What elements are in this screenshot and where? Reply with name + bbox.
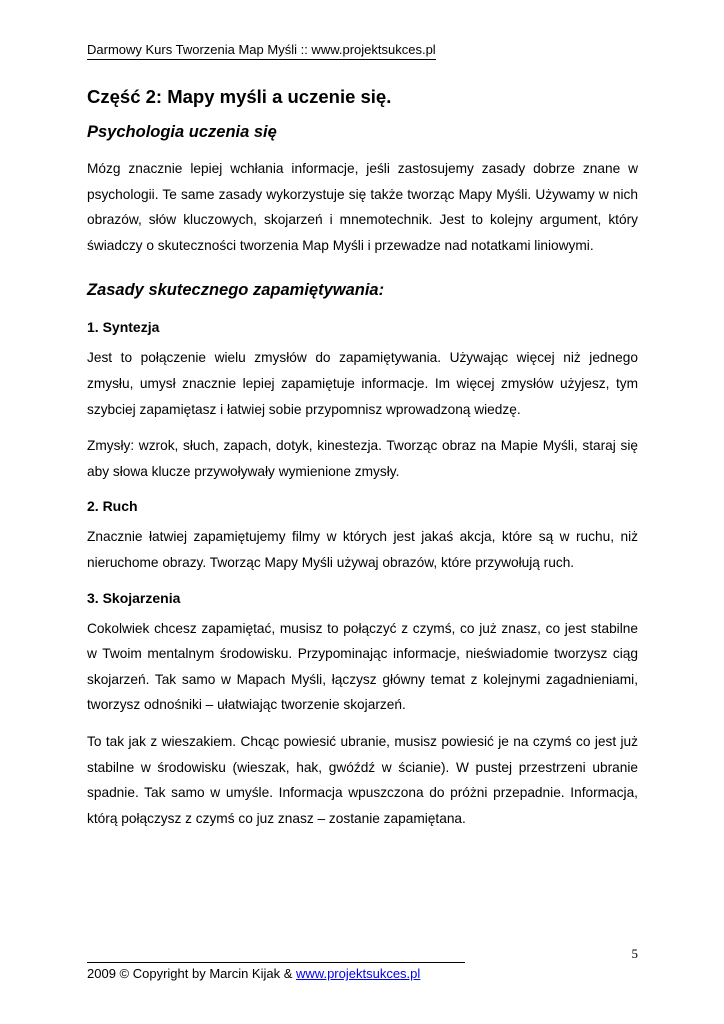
chapter-title: Część 2: Mapy myśli a uczenie się. [87, 86, 392, 107]
heading-associations: 3. Skojarzenia [87, 589, 181, 606]
footer-copyright: 2009 © Copyright by Marcin Kijak & [87, 966, 297, 981]
paragraph-psychology: Mózg znacznie lepiej wchłania informacje, jeśli zastosujemy zasady dobrze znane w psychologii. Te same zasady wykorzystuje się także tworząc Mapy Myśli. Używamy w nich obrazów, słów kluczowych, skojarzeń i mnemotechnik. Jest to kolejny argument, który świadczy o skuteczności tworzenia Map Myśli i przewadze nad notatkami liniowymi. [87, 161, 638, 253]
footer [87, 966, 420, 981]
section-title-psychology: Psychologia uczenia się [87, 123, 277, 141]
heading-motion: 2. Ruch [87, 498, 138, 515]
paragraph-associations-1: Cokolwiek chcesz zapamiętać, musisz to połączyć z czymś, co już znasz, co jest stabilne w Twoim mentalnym środowisku. Przypominając informacje, nieświadomie tworzysz ciąg skojarzeń. Tak samo w Mapach Myśli, łączysz główny temat z kolejnymi zagadnieniami, tworzysz odnośniki – ułatwiając tworzenie skojarzeń. [87, 620, 638, 713]
footer-divider [87, 962, 465, 963]
paragraph-associations-2: To tak jak z wieszakiem. Chcąc powiesić ubranie, musisz powiesić je na czymś co jest już stabilne w środowisku (wieszak, hak, gwóźdź w ścianie). W pustej przestrzeni ubranie spadnie. Tak samo w umyśle. Informacja wpuszczona do próżni przepadnie. Informacja, którą połączysz z czymś co juz znasz – zostanie zapamiętana. [87, 733, 638, 826]
section-title-principles: Zasady skutecznego zapamiętywania: [87, 281, 385, 300]
page-number: 5 [631, 946, 638, 961]
paragraph-motion: Znacznie łatwiej zapamiętujemy filmy w których jest jakaś akcja, które są w ruchu, niż nieruchome obrazy. Tworząc Mapy Myśli używaj obrazów, które przywołują ruch. [87, 529, 638, 570]
running-header: Darmowy Kurs Tworzenia Map Myśli :: www.projektsukces.pl [87, 42, 436, 60]
footer-website-link[interactable]: www.projektsukces.pl [296, 966, 421, 981]
heading-synthesis: 1. Syntezja [87, 319, 160, 336]
page-content [87, 84, 638, 831]
paragraph-synthesis-1: Jest to połączenie wielu zmysłów do zapamiętywania. Używając więcej niż jednego zmysłu, umysł znacznie lepiej zapamiętuje informacje. Im więcej zmysłów użyjesz, tym szybciej zapamiętasz i łatwiej sobie przypomnisz wprowadzoną wiedzę. [87, 350, 638, 417]
paragraph-synthesis-2: Zmysły: wzrok, słuch, zapach, dotyk, kinestezja. Tworząc obraz na Mapie Myśli, staraj się aby słowa klucze przywoływały wymienione zmysły. [87, 438, 638, 479]
